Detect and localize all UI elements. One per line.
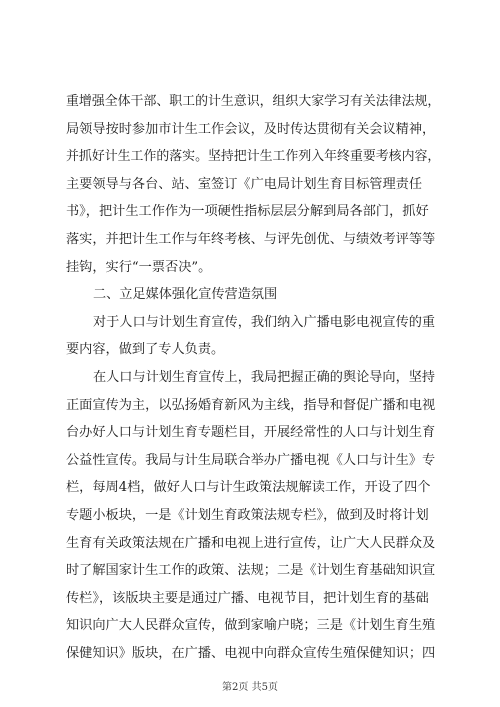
- text-line: 二、立足媒体强化宣传营造氛围: [93, 287, 278, 303]
- text-line: 对于人口与计划生育宣传，我们纳入广播电影电视宣传的重: [93, 314, 436, 330]
- body-text: [66, 88, 446, 667]
- text-line: 正面宣传为主，以弘扬婚育新风为主线，指导和督促广播和电视: [66, 397, 436, 413]
- page-footer: 第2页 共5页: [222, 682, 278, 693]
- text-line: 台办好人口与计划生育专题栏目，开展经常性的人口与计划生育: [66, 425, 436, 441]
- text-line: 并抓好计生工作的落实。坚持把计生工作列入年终重要考核内容，: [66, 149, 441, 165]
- text-line: 生育有关政策法规在广播和电视上进行宣传，让广大人民群众及: [66, 535, 436, 551]
- text-line: 保健知识》版块，在广播、电视中向群众宣传生殖保健知识；四: [66, 645, 436, 661]
- text-line: 时了解国家计生工作的政策、法规；二是《计划生育基础知识宣: [66, 563, 436, 579]
- text-line: 要内容，做到了专人负责。: [66, 342, 225, 358]
- text-line: 挂钩，实行“一票否决”。: [66, 259, 212, 275]
- text-line: 局领导按时参加市计生工作会议，及时传达贯彻有关会议精神，: [66, 121, 436, 137]
- text-line: 落实，并把计生工作与年终考核、与评先创优、与绩效考评等等: [66, 231, 436, 247]
- text-line: 栏，每周4档，做好人口与计生政策法规解读工作，开设了四个: [66, 480, 431, 496]
- text-line: 专题小板块，一是《计划生育政策法规专栏》，做到及时将计划: [66, 507, 429, 523]
- text-line: 书》，把计生工作作为一项硬性指标层层分解到局各部门，抓好: [66, 204, 429, 220]
- text-line: 传栏》，该版块主要是通过广播、电视节目，把计划生育的基础: [66, 590, 429, 606]
- text-line: 重增强全体干部、职工的计生意识，组织大家学习有关法律法规，: [66, 94, 441, 109]
- text-line: 主要领导与各台、站、室签订《广电局计划生育目标管理责任: [66, 176, 423, 192]
- text-line: 知识向广大人民群众宣传，做到家喻户晓；三是《计划生育生殖: [66, 618, 436, 634]
- text-line: 在人口与计划生育宣传上，我局把握正确的舆论导向，坚持: [93, 369, 436, 385]
- text-line: 公益性宣传。我局与计生局联合举办广播电视《人口与计生》专: [66, 452, 436, 468]
